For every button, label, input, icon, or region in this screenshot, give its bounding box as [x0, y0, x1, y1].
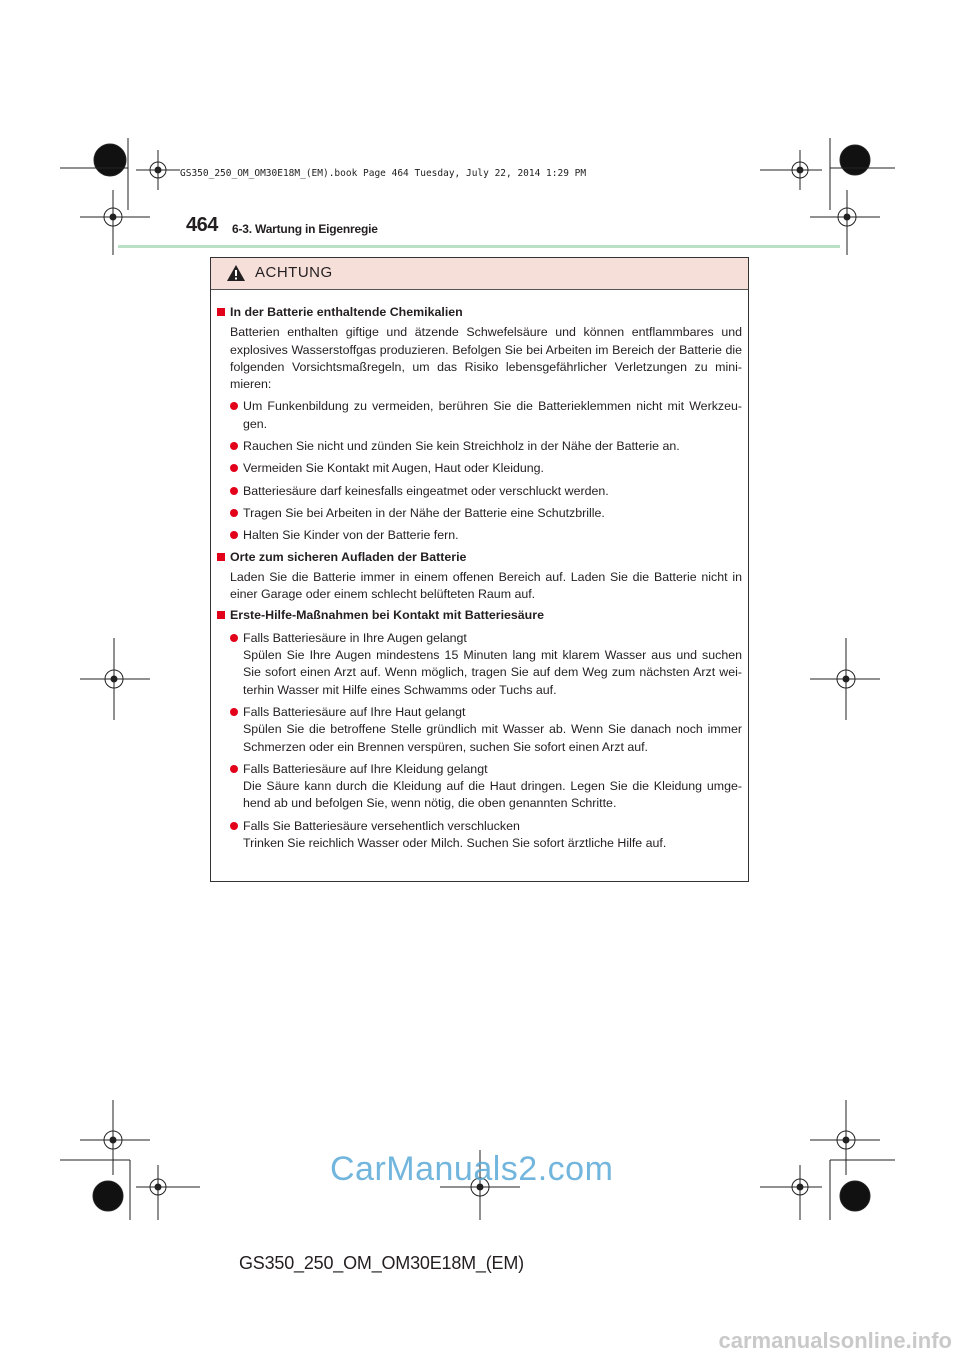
section-text: Batterien enthalten giftige und ätzende Schwefelsäure und können entflammbares und explosives Wasserstoffgas produzieren. Befolgen Sie bei Arbeiten im Bereich der Batterie die folgenden Vorsichtsmaßregeln, um das Risiko lebensgefährlicher Verletzungen zu mini-mieren:: [230, 325, 742, 392]
page-number: 464: [186, 214, 218, 236]
list-item: Falls Sie Batteriesäure versehentlich verschlucken Trinken Sie reichlich Wasser oder Milch. Suchen Sie sofort ärztliche Hilfe auf.: [230, 818, 742, 853]
section-charging: [217, 549, 742, 604]
section-text: Laden Sie die Batterie immer in einem offenen Bereich auf. Laden Sie die Batterie nicht in einer Garage oder einem schlecht belüfteten Raum auf.: [230, 569, 742, 602]
footer-code: GS350_250_OM_OM30E18M_(EM): [239, 1253, 524, 1273]
warning-triangle-icon: [226, 264, 246, 282]
section-chemicals: [217, 304, 742, 545]
red-bullet-icon: [230, 822, 238, 830]
red-bullet-icon: [230, 708, 238, 716]
list-item: Falls Batteriesäure auf Ihre Kleidung gelangt Die Säure kann durch die Kleidung auf die Haut dringen. Legen Sie die Kleidung umge-hend ab und befolgen Sie, wenn nötig, die oben genannten Schritte.: [230, 761, 742, 813]
list-item: Rauchen Sie nicht und zünden Sie kein Streichholz in der Nähe der Batterie an.: [230, 438, 742, 455]
red-bullet-icon: [230, 442, 238, 450]
warning-header: [211, 258, 748, 290]
carmanuals-watermark: CarManuals2.com: [330, 1150, 614, 1188]
warning-box: [210, 257, 749, 882]
list-item: Vermeiden Sie Kontakt mit Augen, Haut oder Kleidung.: [230, 460, 742, 477]
list-item: Halten Sie Kinder von der Batterie fern.: [230, 527, 742, 544]
warning-body: [217, 300, 742, 852]
site-watermark: carmanualsonline.info: [718, 1328, 952, 1353]
list-item: Falls Batteriesäure auf Ihre Haut gelangt Spülen Sie die betroffene Stelle gründlich mit Wasser ab. Wenn Sie danach noch immer Schmerzen oder ein Brennen verspüren, suchen Sie sofort einen Arzt auf.: [230, 704, 742, 756]
red-bullet-icon: [230, 464, 238, 472]
section-heading: Orte zum sicheren Aufladen der Batterie: [230, 549, 742, 566]
red-square-icon: [217, 553, 225, 561]
list-item: Batteriesäure darf keinesfalls eingeatmet oder verschluckt werden.: [230, 483, 742, 500]
section-heading: Erste-Hilfe-Maßnahmen bei Kontakt mit Batteriesäure: [230, 607, 742, 624]
section-first-aid: [217, 607, 742, 852]
red-bullet-icon: [230, 634, 238, 642]
book-info-line: GS350_250_OM_OM30E18M_(EM).book Page 464 Tuesday, July 22, 2014 1:29 PM: [180, 168, 587, 179]
red-square-icon: [217, 611, 225, 619]
section-title: 6-3. Wartung in Eigenregie: [232, 222, 378, 236]
list-item: Um Funkenbildung zu vermeiden, berühren Sie die Batterieklemmen nicht mit Werkzeu-gen.: [230, 398, 742, 433]
section-heading: In der Batterie enthaltende Chemikalien: [230, 304, 742, 321]
warning-title: ACHTUNG: [255, 264, 333, 281]
header-rule: [118, 245, 840, 248]
list-item: Tragen Sie bei Arbeiten in der Nähe der Batterie eine Schutzbrille.: [230, 505, 742, 522]
list-item: Falls Batteriesäure in Ihre Augen gelangt Spülen Sie Ihre Augen mindestens 15 Minuten lang mit klarem Wasser aus und suchen Sie sofort einen Arzt auf. Wenn möglich, tragen Sie auf dem Weg zum nächsten Arzt wei-terhin Wasser mit Hilfe eines Schwamms oder Tuchs auf.: [230, 630, 742, 699]
red-bullet-icon: [230, 487, 238, 495]
red-bullet-icon: [230, 531, 238, 539]
red-bullet-icon: [230, 402, 238, 410]
red-square-icon: [217, 308, 225, 316]
red-bullet-icon: [230, 509, 238, 517]
red-bullet-icon: [230, 765, 238, 773]
